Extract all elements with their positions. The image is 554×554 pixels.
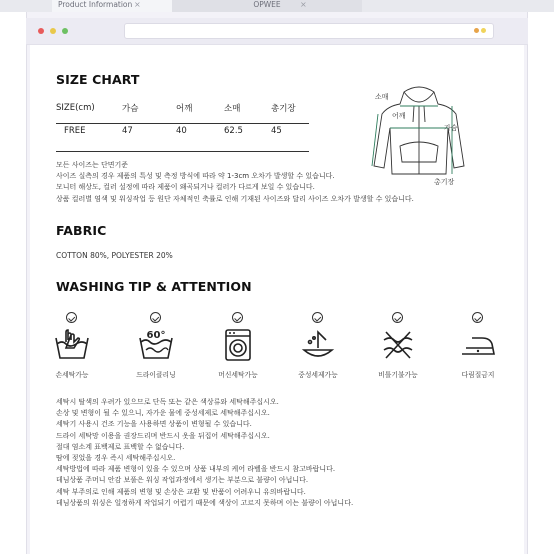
address-bar[interactable] — [124, 23, 494, 39]
tab-product-information[interactable] — [52, 0, 172, 12]
diagram-label-length: 총기장 — [434, 178, 455, 186]
table-divider — [56, 151, 309, 152]
note-line: 모든 사이즈는 단면기준 — [56, 161, 129, 169]
no-wring-icon — [380, 328, 416, 362]
note-line: 드라이 세탁망 이용을 권장드리며 반드시 옷을 뒤집어 세탁해주십시오. — [56, 431, 270, 440]
table-header: 총기장 — [271, 104, 296, 114]
browser-toolbar — [26, 18, 528, 45]
note-line: 세탁 부주의로 인해 제품의 변형 및 손상은 교환 및 반품이 어려우니 유의바랍니다. — [56, 487, 306, 496]
table-header: SIZE(cm) — [56, 103, 95, 113]
hand-wash-icon — [54, 328, 90, 362]
check-icon — [392, 312, 403, 323]
window-minimize-dot[interactable] — [50, 28, 56, 34]
svg-text:60°: 60° — [146, 330, 166, 341]
window-close-dot[interactable] — [38, 28, 44, 34]
washing-title: WASHING TIP & ATTENTION — [56, 279, 252, 294]
note-line: 상품 컬러별 염색 및 워싱작업 등 원단 자체적인 축률로 인해 기재된 사이즈와 달리 사이즈 오차가 발생할 수 있습니다. — [56, 194, 414, 203]
check-icon — [312, 312, 323, 323]
wash-item — [208, 312, 268, 382]
washing-notes — [56, 397, 353, 509]
extension-icons[interactable] — [474, 27, 488, 35]
note-line: 사이즈 실측의 경우 제품의 특성 및 측정 방식에 따라 약 1-3cm 오차가 발생할 수 있습니다. — [56, 172, 335, 181]
window-maximize-dot[interactable] — [62, 28, 68, 34]
wash-item — [126, 312, 186, 382]
note-line: 데님상품의 워싱은 일정하게 작업되기 어렵기 때문에 색상이 고르지 못하며 이는 불량이 아닙니다. — [56, 498, 354, 507]
table-cell: 40 — [176, 126, 187, 136]
wash-label: 머신세탁가능 — [218, 371, 258, 379]
size-notes — [56, 160, 414, 205]
wash-label: 중성세제가능 — [298, 371, 338, 379]
table-cell: FREE — [64, 126, 86, 136]
iron-icon — [460, 328, 496, 362]
fabric-composition: COTTON 80%, POLYESTER 20% — [56, 251, 173, 260]
size-table — [56, 97, 309, 143]
note-line: 손상 및 변형이 될 수 있으니, 자가운 물에 중성세제로 세탁해주십시오. — [56, 409, 270, 418]
table-header: 소매 — [224, 104, 241, 114]
wash-item — [42, 312, 102, 382]
table-header: 어깨 — [176, 104, 193, 114]
wash-label: 다림질금지 — [461, 371, 495, 379]
tab-label: OPWEE — [253, 0, 281, 9]
neutral-detergent-icon — [300, 328, 336, 362]
machine-wash-icon — [220, 328, 256, 362]
fabric-title: FABRIC — [56, 223, 107, 238]
table-header: 가슴 — [122, 104, 139, 114]
wash-item — [368, 312, 428, 382]
close-icon[interactable]: × — [300, 0, 307, 9]
wash-label: 비틀기불가능 — [378, 371, 418, 379]
wash-item — [448, 312, 508, 382]
check-icon — [150, 312, 161, 323]
note-line: 세탁기 사용시 건조 기능을 사용하면 상품이 변형될 수 있습니다. — [56, 420, 252, 429]
note-line: 세탁시 탈색의 우려가 있으므로 단독 또는 같은 색상류와 세탁해주십시오. — [56, 398, 279, 406]
note-line: 데님상품 주머니 안감 보풀은 워싱 작업과정에서 생기는 부분으로 불량이 아닙니다. — [56, 476, 309, 485]
check-icon — [472, 312, 483, 323]
close-icon[interactable]: × — [134, 0, 141, 9]
note-line: 세탁방법에 따라 제품 변형이 있을 수 있으며 상품 내부의 케어 라벨을 반드시 참고바랍니다. — [56, 465, 336, 474]
note-line: 땀에 젖었을 경우 즉시 세탁해주십시오. — [56, 453, 176, 462]
table-cell: 45 — [271, 126, 282, 136]
size-chart-title: SIZE CHART — [56, 72, 140, 87]
check-icon — [232, 312, 243, 323]
note-line: 절대 염소계 표백제로 표백할 수 없습니다. — [56, 442, 185, 451]
tab-label: Product Information — [58, 0, 133, 9]
table-cell: 62.5 — [224, 126, 243, 136]
diagram-label-shoulder: 어깨 — [392, 112, 406, 120]
table-cell: 47 — [122, 126, 133, 136]
check-icon — [66, 312, 77, 323]
diagram-label-sleeve: 소매 — [375, 93, 389, 101]
table-divider — [56, 123, 309, 124]
wash-item — [288, 312, 348, 382]
dry-clean-60-icon — [138, 328, 174, 362]
note-line: 모니터 해상도, 컬러 설정에 따라 제품이 왜곡되거나 컬러가 다르게 보일 수 있습니다. — [56, 183, 315, 192]
wash-label: 손세탁가능 — [55, 371, 89, 379]
wash-label: 드라이클리닝 — [136, 371, 176, 379]
tab-opwee[interactable] — [172, 0, 362, 12]
diagram-label-chest: 가슴 — [444, 124, 458, 132]
table-header-row — [56, 97, 309, 119]
